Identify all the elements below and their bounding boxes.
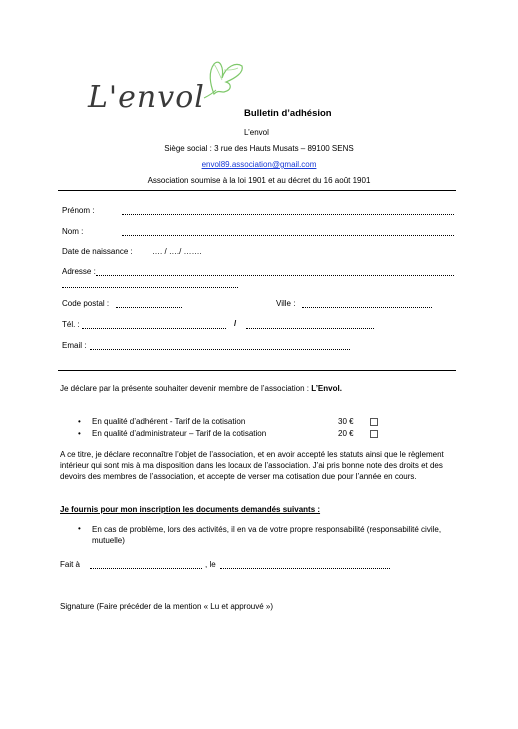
prenom-label: Prénom : — [62, 206, 95, 215]
butterfly-icon — [200, 56, 246, 100]
option-administrateur-price: 20 € — [338, 429, 354, 438]
prenom-field[interactable] — [122, 214, 454, 215]
documents-heading: Je fournis pour mon inscription les documents demandés suivants : — [60, 505, 321, 514]
option-adherent-label: En qualité d’adhérent - Tarif de la cotisation — [92, 417, 246, 426]
option-administrateur — [78, 429, 267, 438]
divider-bottom — [58, 370, 456, 371]
option-administrateur-checkbox[interactable] — [370, 430, 378, 438]
naissance-label: Date de naissance : — [62, 247, 133, 256]
tel-field-1[interactable] — [82, 328, 226, 329]
logo-text: L'envol — [88, 80, 205, 115]
fait-label: Fait à — [60, 560, 81, 569]
option-adherent — [78, 417, 246, 426]
document-title: Bulletin d’adhésion — [244, 108, 332, 119]
tel-label: Tél. : — [62, 320, 80, 329]
legal-notice: Association soumise à la loi 1901 et au décret du 16 août 1901 — [147, 176, 371, 185]
email-link[interactable]: envol89.association@gmail.com — [201, 160, 317, 169]
fait-field[interactable] — [90, 568, 202, 569]
option-adherent-price: 30 € — [338, 417, 354, 426]
nom-field[interactable] — [122, 235, 454, 236]
date-field[interactable] — [220, 568, 390, 569]
option-adherent-checkbox[interactable] — [370, 418, 378, 426]
code-postal-label: Code postal : — [62, 299, 110, 308]
ville-label: Ville : — [276, 299, 296, 308]
bullet: • — [78, 429, 81, 438]
declaration-paragraph: A ce titre, je déclare reconnaître l’objet de l’association, et en avoir accepté les statuts ainsi que le règlement intérieur qui sont mis à ma disposition dans les locaux de l’association. J’ai pris bonne note des droits et des devoirs des membres de l’association, et accepte de verser ma cotisation due pour l’année en cours. — [60, 450, 444, 481]
email-label: Email : — [62, 341, 87, 350]
option-administrateur-label: En qualité d’administrateur – Tarif de la cotisation — [92, 429, 267, 438]
tel-separator: / — [234, 319, 237, 328]
document-item: En cas de problème, lors des activités, il en va de votre propre responsabilité (responsabilité civile, mutuelle) — [92, 525, 442, 545]
signature-label: Signature (Faire précéder de la mention « Lu et approuvé ») — [60, 602, 274, 611]
email-field[interactable] — [90, 349, 350, 350]
adresse-field[interactable] — [96, 275, 454, 276]
nom-label: Nom : — [62, 227, 84, 236]
adresse-label: Adresse : — [62, 267, 96, 276]
divider-top — [58, 190, 456, 191]
association-name: L’envol — [244, 128, 269, 137]
naissance-field[interactable]: …. / …./ ……. — [152, 247, 202, 256]
tel-field-2[interactable] — [246, 328, 374, 329]
declaration-association-name: L’Envol. — [311, 384, 342, 393]
code-postal-field[interactable] — [116, 307, 182, 308]
bullet: • — [78, 524, 81, 533]
le-label: , le — [205, 560, 216, 569]
bullet: • — [78, 417, 81, 426]
ville-field[interactable] — [302, 307, 432, 308]
address: Siège social : 3 rue des Hauts Musats – 89100 SENS — [164, 144, 354, 153]
declaration-intro-text: Je déclare par la présente souhaiter devenir membre de l’association : — [60, 384, 312, 393]
adresse-field-line2[interactable] — [62, 287, 238, 288]
declaration-intro — [60, 384, 342, 393]
